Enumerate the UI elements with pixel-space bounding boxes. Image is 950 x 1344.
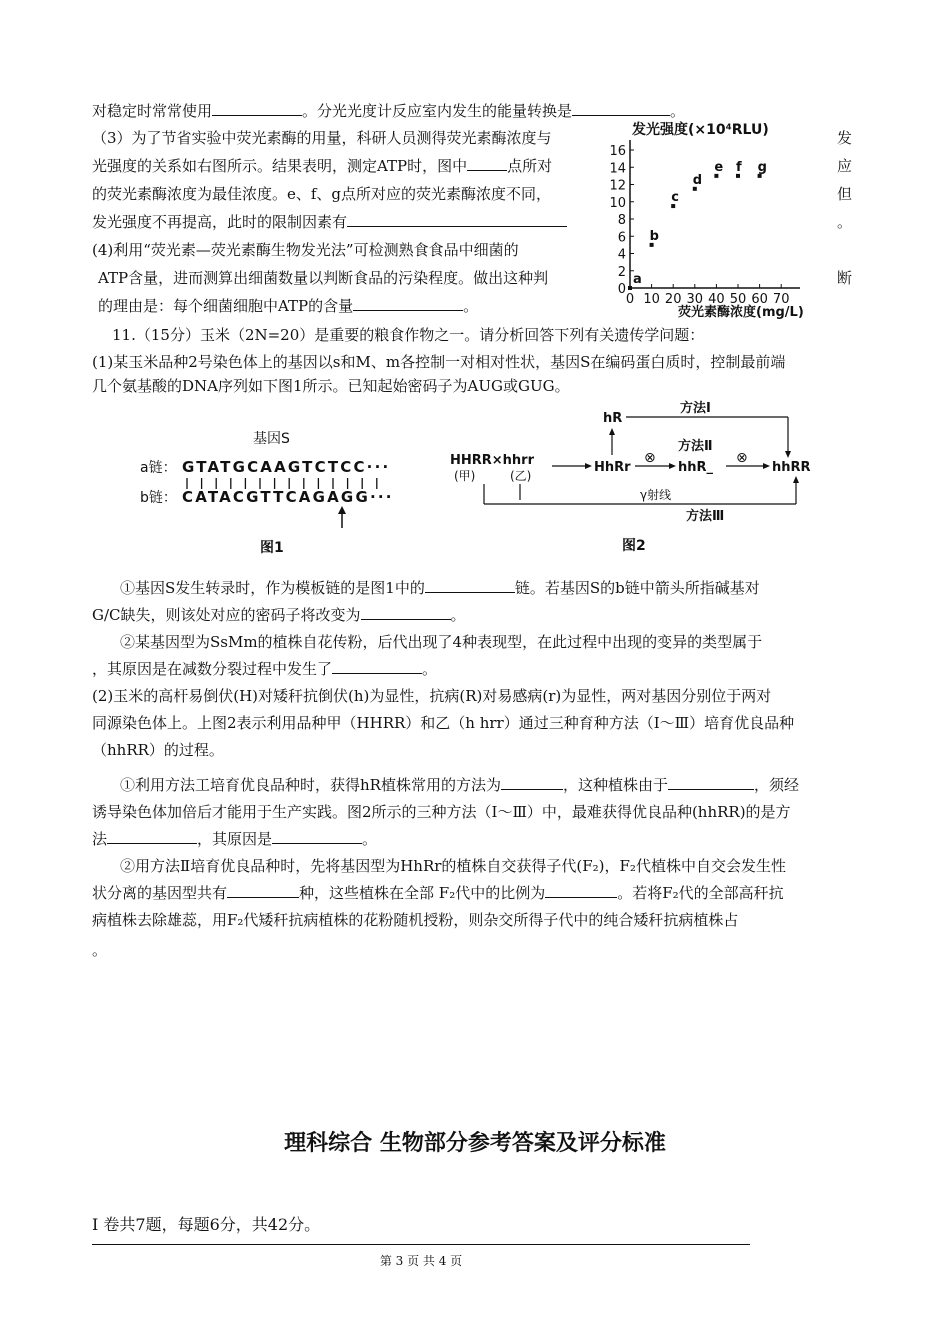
part2-line3: （hhRR）的过程。 <box>92 741 224 759</box>
text: 发光强度不再提高，此时的限制因素有 <box>92 213 348 231</box>
text: 光强度的关系如右图所示。结果表明，测定ATP时，图中 <box>92 157 468 175</box>
answer-title: 理科综合 生物部分参考答案及评分标准 <box>284 1131 666 1156</box>
answer-blank[interactable] <box>545 883 617 898</box>
y-tick-label: 0 <box>617 282 626 297</box>
text: G/C缺失，则该处对应的密码子将改变为 <box>92 606 361 624</box>
method2-line2 <box>92 883 784 903</box>
text: 种，这些植株在全部 F₂代中的比例为 <box>299 884 546 902</box>
x-tick-label: 0 <box>625 292 635 307</box>
arrow-head-icon <box>785 451 791 458</box>
page-footer: 第 3 页 共 4 页 <box>379 1254 463 1268</box>
chart-title: 发光强度(×10⁴RLU) <box>632 122 769 138</box>
text: ，其原因是 <box>197 830 273 848</box>
data-point-label: d <box>692 172 703 188</box>
jia-label: (甲) <box>454 469 476 483</box>
answer-blank[interactable] <box>347 212 567 227</box>
x-tick-label: 60 <box>751 292 768 307</box>
x-axis-label: 荧光素酶浓度(mg/L) <box>678 305 804 320</box>
data-point-label: f <box>736 159 742 175</box>
y-tick-label: 8 <box>617 213 626 228</box>
answer-blank[interactable] <box>227 883 299 898</box>
margin-char: 发 <box>837 129 853 147</box>
text: 的理由是：每个细菌细胞中ATP的含量 <box>98 297 354 315</box>
y-tick-label: 10 <box>609 195 626 211</box>
text-line-6: (4)利用“荧光素—荧光素酶生物发光法”可检测熟食食品中细菌的 <box>92 241 519 259</box>
luminescence-chart <box>600 118 830 324</box>
data-point-label: c <box>671 190 679 206</box>
chart-marks <box>628 160 767 290</box>
text: 链。若基因S的b链中箭头所指碱基对 <box>514 579 760 597</box>
answer-blank[interactable] <box>332 659 422 674</box>
method-1-label: 方法Ⅰ <box>680 401 711 416</box>
y-tick-label: 4 <box>617 247 626 263</box>
answer-blank[interactable] <box>361 605 451 620</box>
arrow-head-icon <box>763 463 770 469</box>
y-tick-label: 16 <box>609 144 626 159</box>
yi-label: (乙) <box>510 469 532 483</box>
chart-axes <box>609 121 803 320</box>
hhrr-label: hhRR <box>772 460 811 475</box>
arrow-head-icon <box>585 463 592 469</box>
text: ，须经 <box>753 776 799 794</box>
answer-blank[interactable] <box>467 156 507 171</box>
arrow-head-icon <box>609 428 615 435</box>
text-line-4: 的荧光素酶浓度为最佳浓度。e、f、g点所对应的荧光素酶浓度不同， <box>92 185 552 203</box>
q11-part1-line1: (1)某玉米品种2号染色体上的基因以s和M、m各控制一对相对性状，基因S在编码蛋白质时，控制最前端 <box>92 353 786 371</box>
data-point-label: a <box>633 272 642 287</box>
text: 。 <box>450 606 466 624</box>
answer-blank[interactable] <box>425 578 515 593</box>
answer-blank[interactable] <box>353 296 463 311</box>
margin-char: 应 <box>837 157 853 175</box>
text-line-2: （3）为了节省实验中荧光素酶的用量，科研人员测得荧光素酶浓度与 <box>92 129 552 147</box>
y-tick-label: 14 <box>609 161 626 177</box>
text: 。 <box>422 660 438 678</box>
text: 。 <box>463 297 479 315</box>
text: 。分光光度计反应室内发生的能量转换是 <box>302 102 573 120</box>
data-point <box>628 286 632 290</box>
method1-line2: 诱导染色体加倍后才能用于生产实践。图2所示的三种方法（Ⅰ～Ⅲ）中，最难获得优良品种(hhRR)的是方 <box>92 803 791 821</box>
text: ，其原因是在减数分裂过程中发生了 <box>92 660 333 678</box>
answer-blank[interactable] <box>212 101 302 116</box>
arrow-head-icon <box>793 476 799 483</box>
text: 点所对 <box>507 157 553 175</box>
part2-line1: (2)玉米的高杆易倒伏(H)对矮秆抗倒伏(h)为显性，抗病(R)对易感病(r)为显性，两对基因分别位于两对 <box>92 687 772 705</box>
x-tick-label: 40 <box>708 292 725 307</box>
data-point-label: e <box>714 159 724 175</box>
text: ①利用方法工培育优良品种时，获得hR植株常用的方法为 <box>120 776 501 794</box>
x-tick-label: 20 <box>664 292 682 307</box>
a-chain-sequence: GTATGCAAGTCTCC··· <box>182 458 391 476</box>
figure-1 <box>130 400 430 560</box>
y-tick-label: 6 <box>617 230 626 246</box>
text: 法 <box>92 830 108 848</box>
text-line-5 <box>92 212 567 232</box>
method1-line1 <box>120 775 799 795</box>
hr-label: hR <box>603 411 623 426</box>
b-chain-label: b链： <box>140 490 177 506</box>
x-tick-label: 50 <box>729 292 747 307</box>
answer-blank[interactable] <box>572 101 670 116</box>
sub-q2-line2 <box>92 659 437 679</box>
self-cross-icon: ⊗ <box>736 450 748 466</box>
q11-part1-line2: 几个氨基酸的DNA序列如下图1所示。已知起始密码子为AUG或GUG。 <box>92 377 570 395</box>
method-2-label: 方法Ⅱ <box>678 439 713 454</box>
text-line-8 <box>98 296 478 316</box>
text: 。若将F₂代的全部高秆抗 <box>617 884 784 902</box>
method2-line3: 病植株去除雄蕊，用F₂代矮秆抗病植株的花粉随机授粉，则杂交所得子代中的纯合矮秆抗病植株占 <box>92 911 739 929</box>
answer-line: Ⅰ 卷共7题，每题6分，共42分。 <box>92 1215 321 1234</box>
answer-blank[interactable] <box>668 775 754 790</box>
gene-s-label: 基因S <box>253 431 290 447</box>
sub-q2-line1: ②某基因型为SsMm的植株自花传粉，后代出现了4种表现型，在此过程中出现的变异的类型属于 <box>120 633 763 651</box>
figure-1-caption: 图1 <box>260 540 284 556</box>
figure-2 <box>440 400 840 560</box>
text: 状分离的基因型共有 <box>92 884 228 902</box>
method-3-label: 方法Ⅲ <box>686 509 725 524</box>
answer-blank[interactable] <box>501 775 563 790</box>
x-tick-label: 30 <box>686 292 704 307</box>
self-cross-icon: ⊗ <box>644 450 656 466</box>
text: 。 <box>362 830 378 848</box>
y-tick-label: 12 <box>609 178 626 194</box>
text-line-1 <box>92 101 685 121</box>
answer-blank[interactable] <box>107 829 197 844</box>
f1-label: HhRr <box>594 460 631 475</box>
method2-line4: 。 <box>92 941 108 959</box>
arrow-head-icon <box>338 506 346 514</box>
x-tick-label: 70 <box>772 292 790 307</box>
margin-char: 。 <box>837 213 853 231</box>
arrow-head-icon <box>669 463 676 469</box>
answer-blank[interactable] <box>272 829 362 844</box>
question-11: 11.（15分）玉米（2N=20）是重要的粮食作物之一。请分析回答下列有关遗传学问题： <box>112 326 705 344</box>
text-line-7: ATP含量，进而测算出细菌数量以判断食品的污染程度。做出这种判 <box>98 269 549 287</box>
gamma-ray-label: γ射线 <box>640 488 672 502</box>
margin-char: 断 <box>837 269 853 287</box>
footer-divider <box>92 1244 750 1245</box>
margin-char: 但 <box>837 185 853 203</box>
method2-line1: ②用方法Ⅱ培育优良品种时，先将基因型为HhRr的植株自交获得子代(F₂)，F₂代植株中自交会发生性 <box>120 857 786 875</box>
text: ，这种植株由于 <box>562 776 668 794</box>
text: ①基因S发生转录时，作为模板链的是图1中的 <box>120 579 425 597</box>
a-chain-label: a链： <box>140 460 177 476</box>
method1-line3 <box>92 829 377 849</box>
y-tick-label: 2 <box>617 264 626 280</box>
figure-2-caption: 图2 <box>622 538 646 554</box>
b-chain-sequence: CATACGTTCAGAGG··· <box>182 488 394 506</box>
cross-label: HHRR×hhrr <box>450 453 535 468</box>
hhr-label: hhR_ <box>678 460 714 475</box>
part2-line2: 同源染色体上。上图2表示利用品种甲（HHRR）和乙（h hrr）通过三种育种方法（Ⅰ～Ⅲ）培育优良品种 <box>92 714 795 732</box>
data-point-label: b <box>649 228 659 244</box>
text: 对稳定时常常使用 <box>92 102 213 120</box>
text: 。 <box>670 102 686 120</box>
sub-q1-line2 <box>92 605 466 625</box>
text-line-3 <box>92 156 552 176</box>
data-point-label: g <box>757 159 767 175</box>
sub-q1-line1 <box>120 578 760 598</box>
x-tick-label: 10 <box>643 292 660 307</box>
